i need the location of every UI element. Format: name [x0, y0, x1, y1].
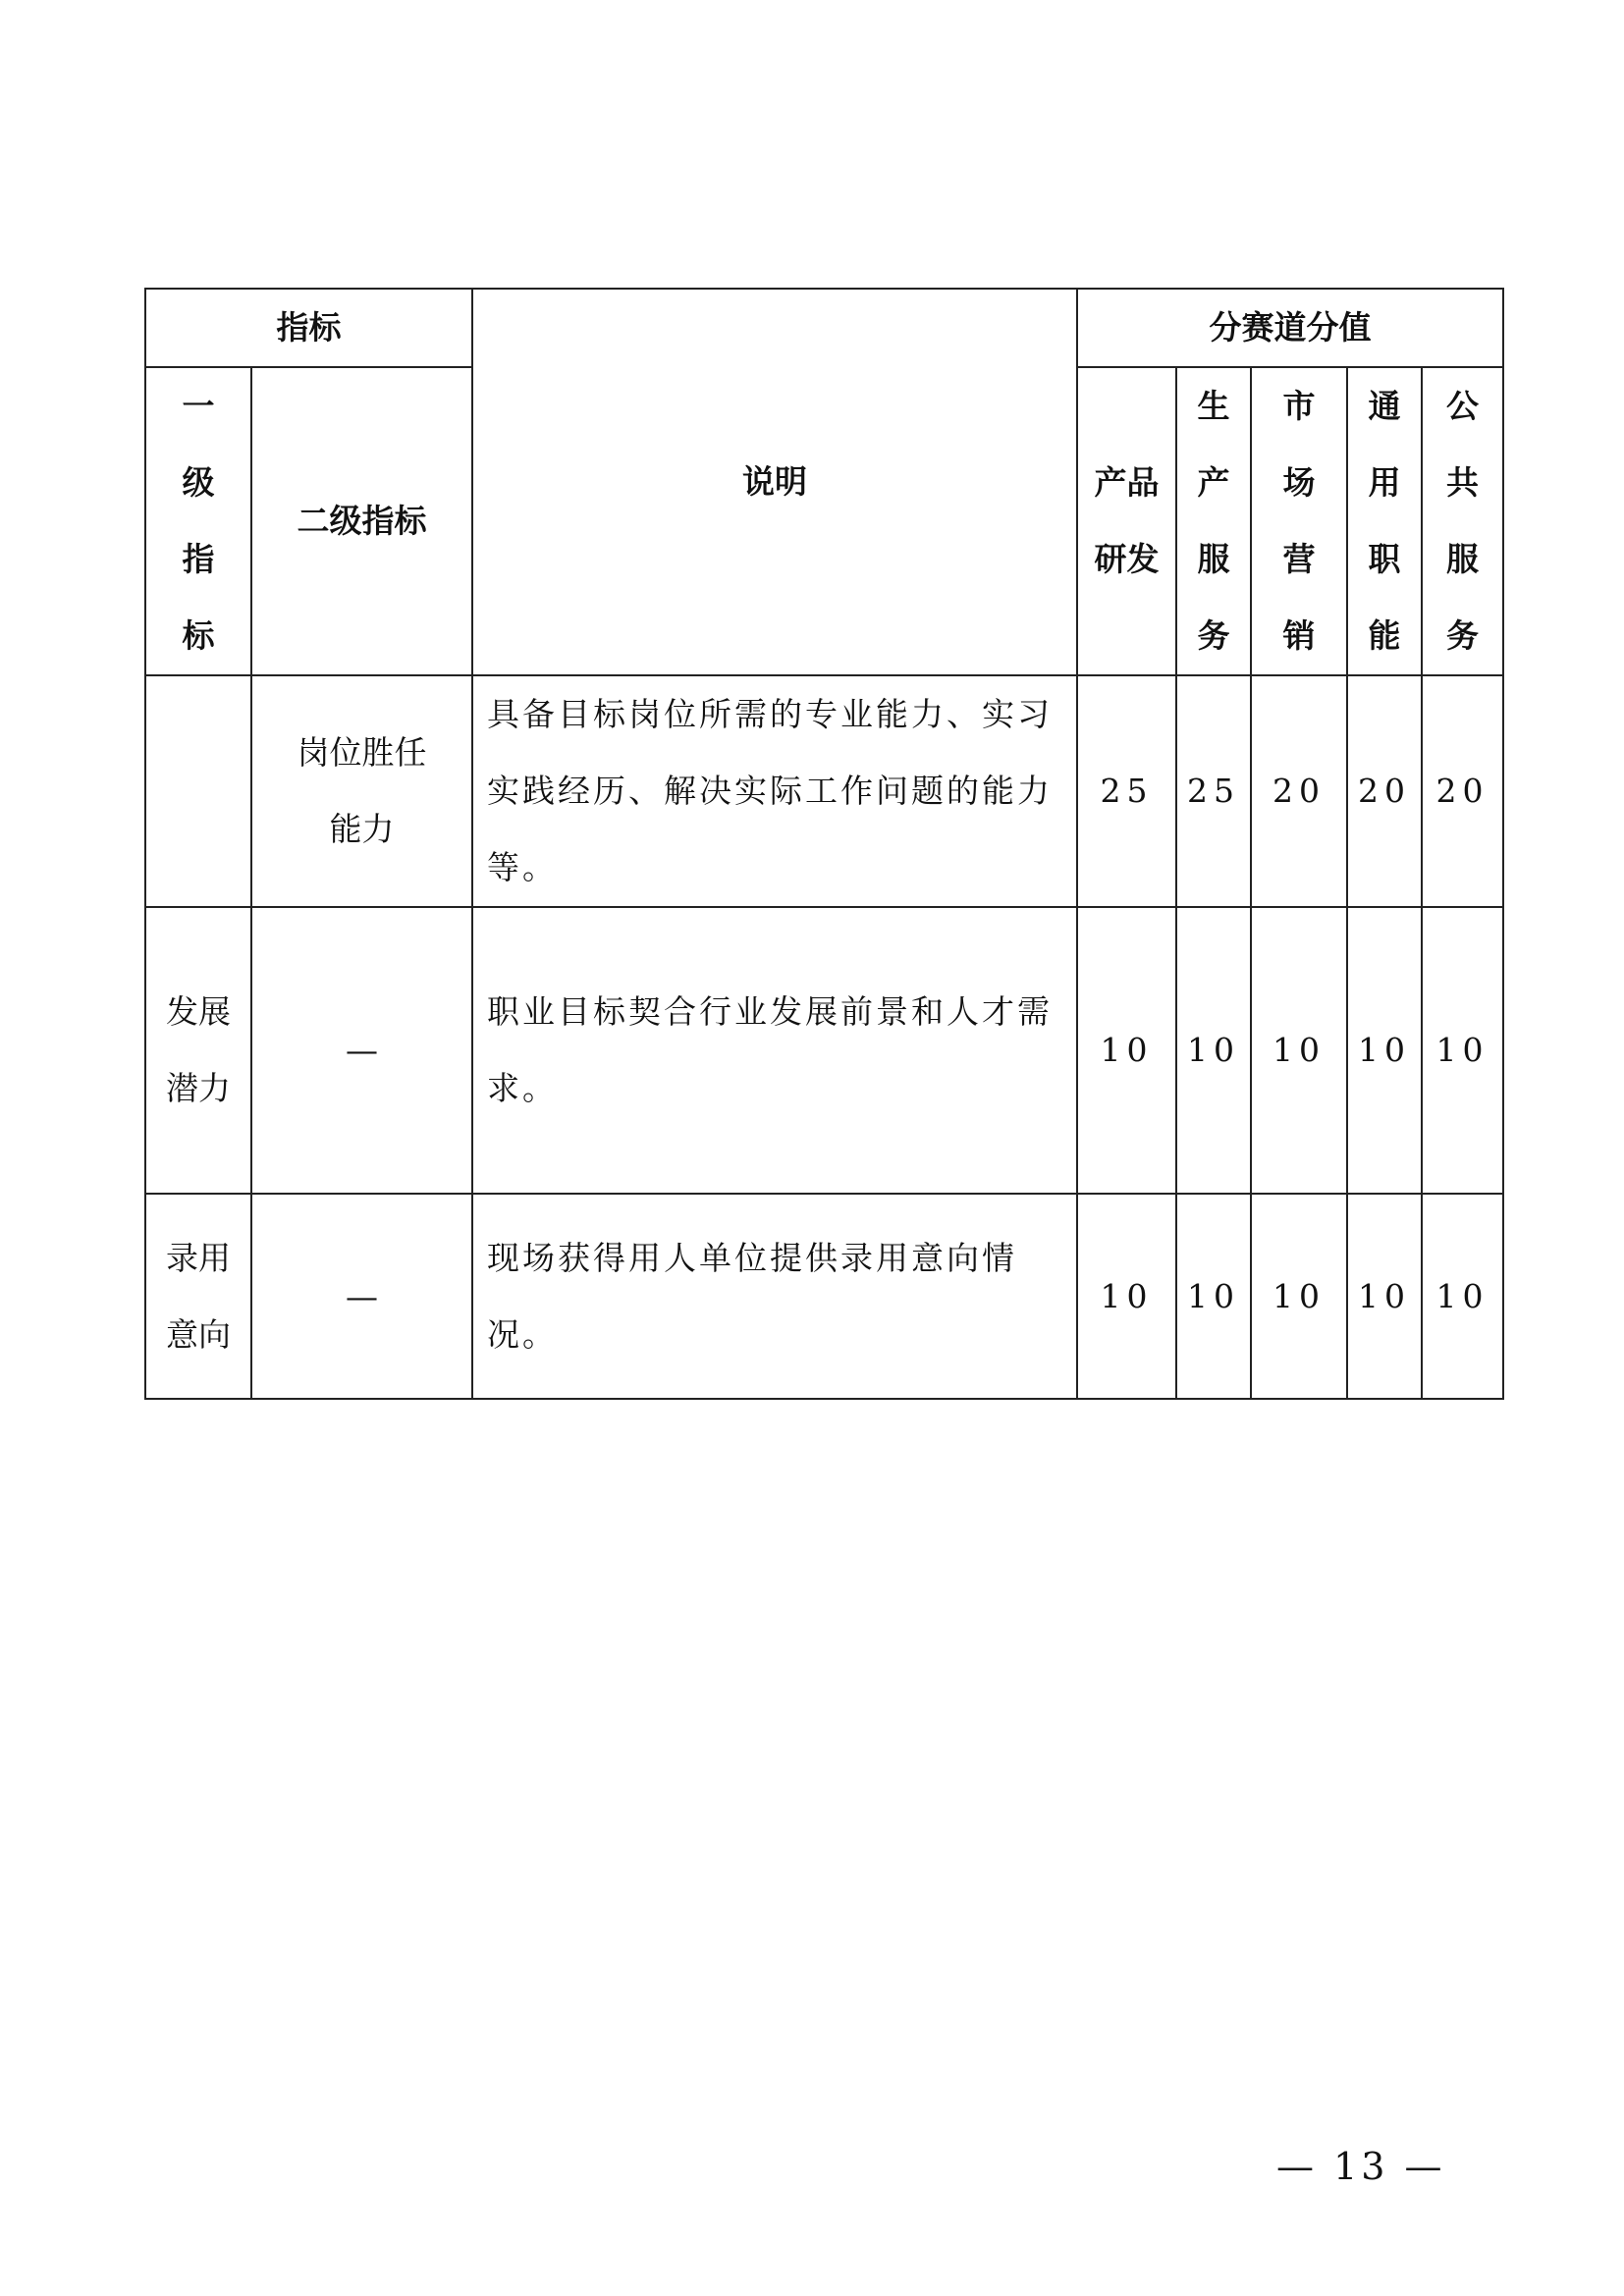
header-indicator: 指标: [145, 289, 472, 367]
row-description: 具备目标岗位所需的专业能力、实习实践经历、解决实际工作问题的能力等。: [472, 675, 1077, 907]
header-track-production-service: 生产服务: [1176, 367, 1251, 675]
row-level2: —: [251, 1194, 472, 1399]
row-score: 10: [1251, 907, 1347, 1194]
row-score: 10: [1077, 1194, 1176, 1399]
row-score: 25: [1176, 675, 1251, 907]
row-score: 10: [1422, 907, 1503, 1194]
header-track-public-service: 公共服务: [1422, 367, 1503, 675]
header-level1: 一级指标: [145, 367, 251, 675]
row-score: 10: [1176, 907, 1251, 1194]
header-track-scores: 分赛道分值: [1077, 289, 1503, 367]
page-number: — 13 —: [1276, 2145, 1446, 2188]
row-level1: 录用意向: [145, 1194, 251, 1399]
row-score: 10: [1251, 1194, 1347, 1399]
table-row: [145, 907, 1503, 1194]
row-score: 20: [1422, 675, 1503, 907]
row-level1: 发展潜力: [145, 907, 251, 1194]
header-track-general-functions: 通用职能: [1347, 367, 1422, 675]
row-score: 10: [1176, 1194, 1251, 1399]
header-track-marketing: 市场营销: [1251, 367, 1347, 675]
row-score: 10: [1422, 1194, 1503, 1399]
row-score: 10: [1347, 907, 1422, 1194]
row-description: 职业目标契合行业发展前景和人才需求。: [472, 907, 1077, 1194]
row-score: 10: [1347, 1194, 1422, 1399]
scoring-table: [144, 288, 1504, 1400]
table-row: [145, 675, 1503, 907]
header-description: 说明: [472, 289, 1077, 675]
row-score: 10: [1077, 907, 1176, 1194]
header-track-product-rd: 产品研发: [1077, 367, 1176, 675]
table-row: [145, 1194, 1503, 1399]
row-score: 20: [1347, 675, 1422, 907]
row-level2: —: [251, 907, 472, 1194]
row-level1: [145, 675, 251, 907]
row-score: 25: [1077, 675, 1176, 907]
row-score: 20: [1251, 675, 1347, 907]
header-level2: 二级指标: [251, 367, 472, 675]
row-description: 现场获得用人单位提供录用意向情况。: [472, 1194, 1077, 1399]
row-level2: 岗位胜任能力: [251, 675, 472, 907]
